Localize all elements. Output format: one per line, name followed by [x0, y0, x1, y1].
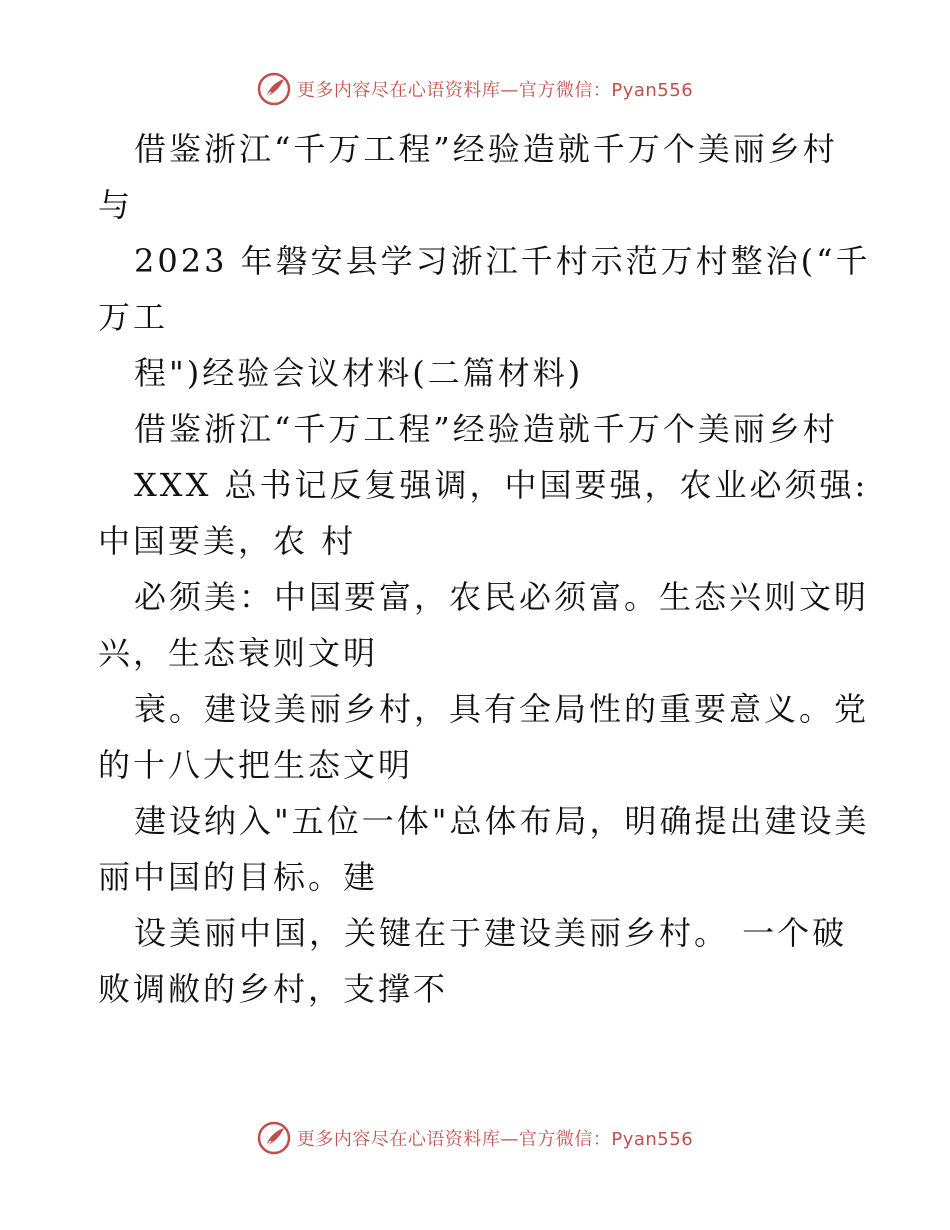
text-line: XXX 总书记反复强调，中国要强，农业必须强: [134, 466, 869, 504]
text-line: 设美丽中国，关键在于建设美丽乡村。 一个破 [134, 914, 848, 952]
text-line: 程")经验会议材料(二篇材料) [134, 354, 584, 392]
quill-pen-icon [257, 1121, 291, 1155]
text-line: 兴，生态衰则文明 [98, 634, 379, 672]
text-line: 的十八大把生态文明 [98, 746, 414, 784]
banner-text: 更多内容尽在心语资料库—官方微信：Pyan556 [296, 80, 694, 101]
header-banner [0, 72, 950, 106]
text-line: 丽中国的目标。建 [98, 858, 379, 896]
text-line: 中国要美，农 村 [98, 522, 357, 560]
text-line: 借鉴浙江“千万工程”经验造就千万个美丽乡村 [134, 130, 838, 168]
text-line: 建设纳入"五位一体"总体布局，明确提出建设美 [134, 802, 870, 840]
text-line: 与 [98, 186, 134, 224]
text-line: 借鉴浙江“千万工程”经验造就千万个美丽乡村 [134, 410, 838, 448]
text-line: 衰。建设美丽乡村，具有全局性的重要意义。党 [134, 690, 870, 728]
text-line: 败调敝的乡村，支撑不 [98, 970, 449, 1008]
quill-pen-icon [257, 72, 291, 106]
text-line: 万工 [98, 298, 169, 336]
text-line: 2023 年磐安县学习浙江千村示范万村整治(“千 [134, 242, 871, 280]
footer-banner [0, 1121, 950, 1155]
document-body [98, 121, 871, 1017]
banner-text: 更多内容尽在心语资料库—官方微信：Pyan556 [296, 1129, 694, 1150]
text-line: 必须美：中国要富，农民必须富。生态兴则文明 [134, 578, 870, 616]
